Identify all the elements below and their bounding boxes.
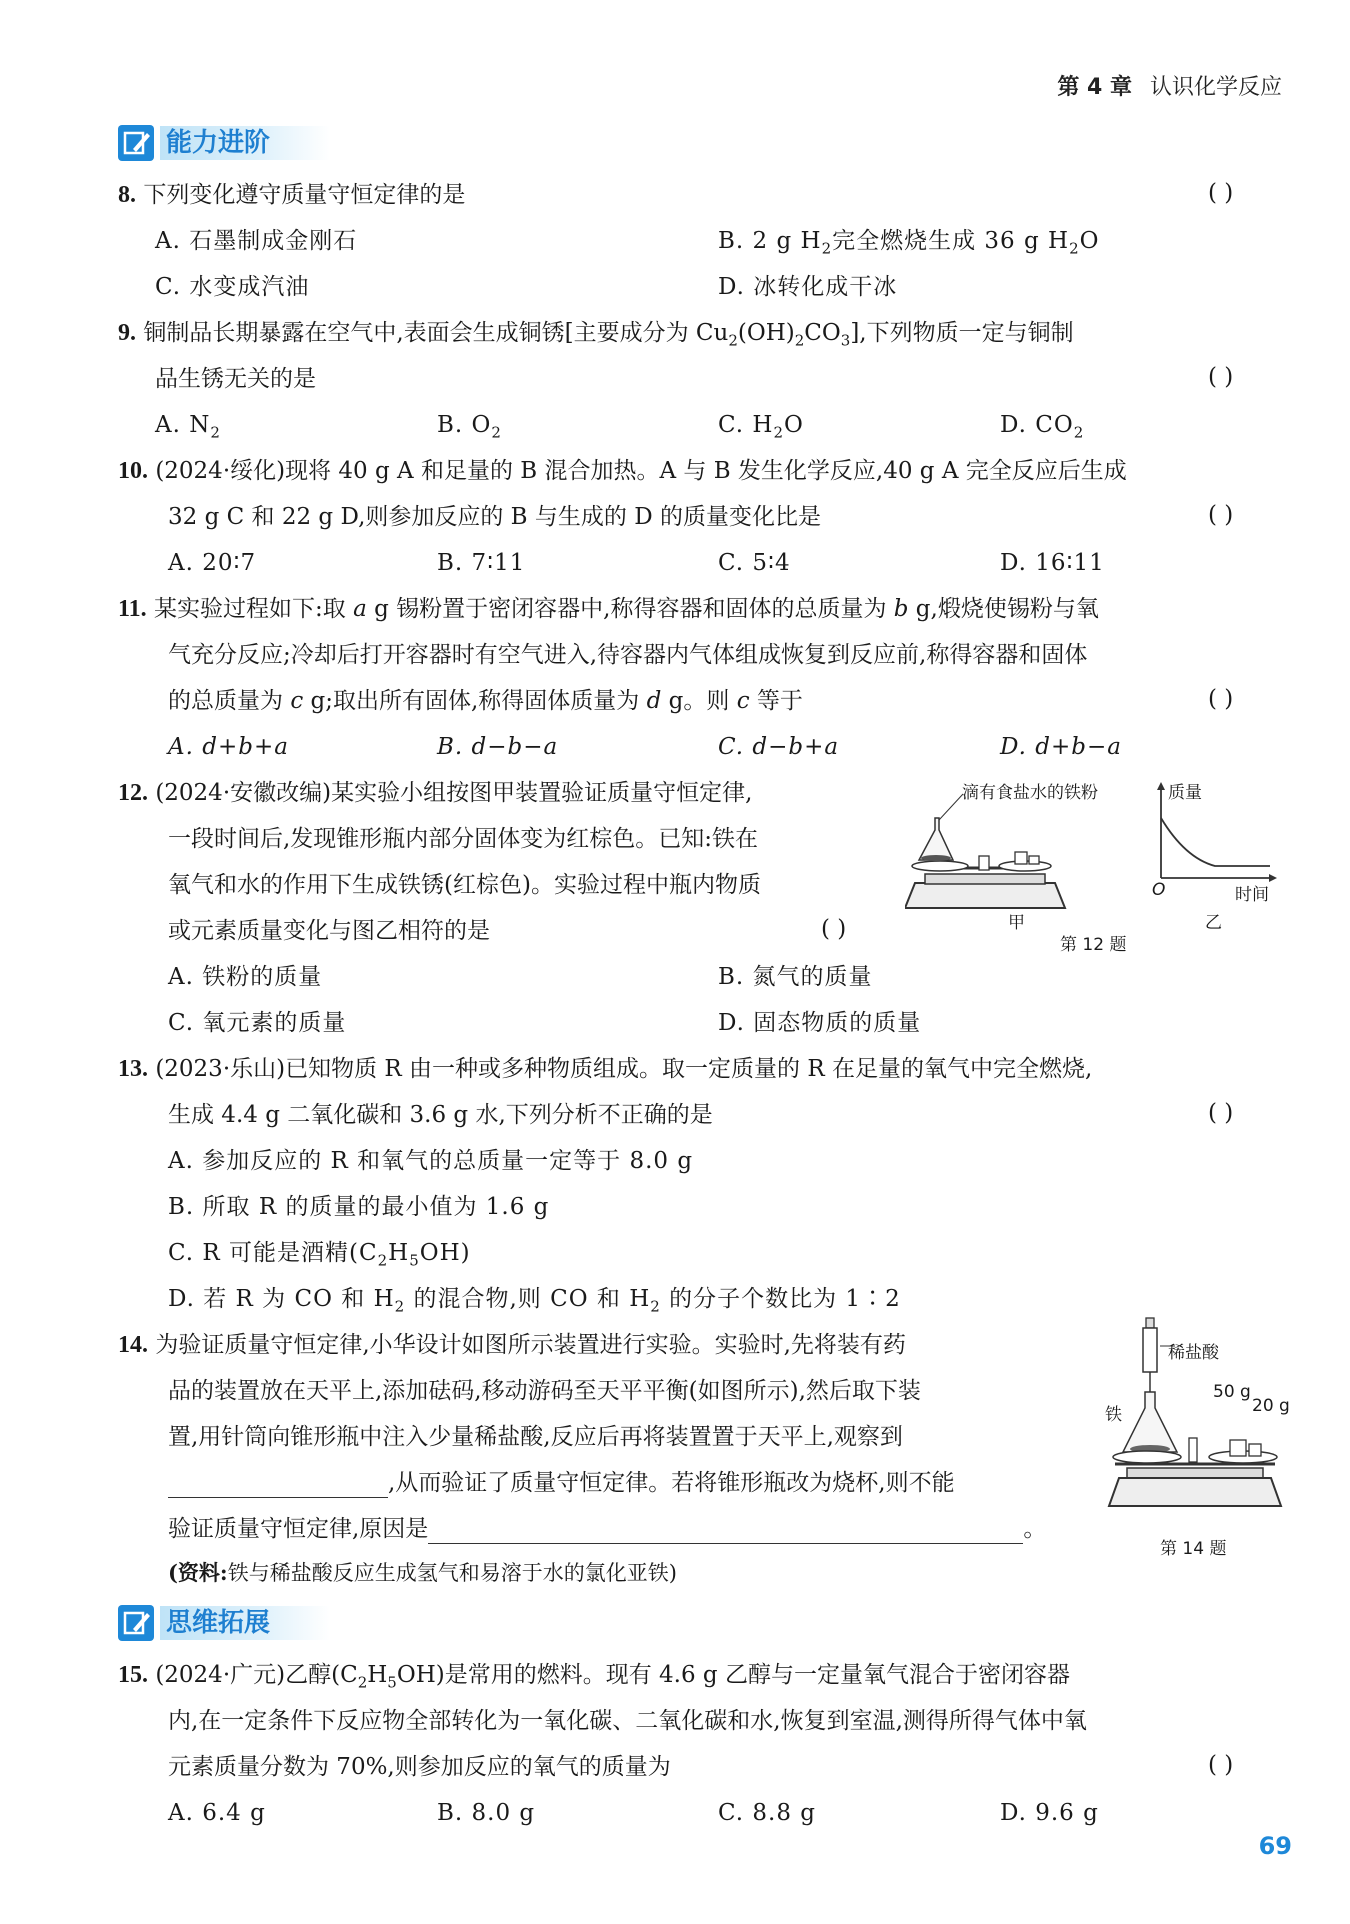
question-14-line2: 品的装置放在天平上,添加砝码,移动游码至天平平衡(如图所示),然后取下装 bbox=[168, 1378, 921, 1404]
question-12-line2: 一段时间后,发现锥形瓶内部分固体变为红棕色。已知:铁在 bbox=[168, 826, 759, 852]
question-11-line2: 气充分反应;冷却后打开容器时有空气进入,待容器内气体组成恢复到反应前,称得容器和固体 bbox=[168, 642, 1088, 668]
section-heading-thinking bbox=[118, 1602, 418, 1644]
question-14-note: (资料:铁与稀盐酸反应生成氢气和易溶于水的氯化亚铁) bbox=[168, 1560, 677, 1585]
answer-paren: ( ) bbox=[1208, 686, 1234, 712]
iron-label: 铁 bbox=[1105, 1405, 1122, 1425]
figure-yi-label: 乙 bbox=[1205, 913, 1222, 933]
question-9-stem: 9. 铜制品长期暴露在空气中,表面会生成铜锈[主要成分为 $Cu_2(OH)_2CO_3$],下列物质一定与铜制 bbox=[118, 320, 1074, 350]
section-title: 思维拓展 bbox=[160, 1606, 330, 1640]
option-d: D. $CO_2$ bbox=[1000, 412, 1085, 442]
answer-blank[interactable] bbox=[168, 1473, 388, 1498]
figure-caption: 第 12 题 bbox=[1060, 935, 1127, 955]
question-10-stem: 10. (2024·绥化)现将 40 g A 和足量的 B 混合加热。A 与 B 发生化学反应,40 g A 完全反应后生成 bbox=[118, 458, 1127, 484]
option-b: B. 7∶11 bbox=[437, 550, 526, 576]
option-b: B. 氮气的质量 bbox=[718, 964, 873, 990]
option-a: A. 20∶7 bbox=[168, 550, 257, 576]
question-14-stem: 14. 为验证质量守恒定律,小华设计如图所示装置进行实验。实验时,先将装有药 bbox=[118, 1332, 906, 1358]
option-b: B. $O_2$ bbox=[437, 412, 502, 442]
question-15-line2: 内,在一定条件下反应物全部转化为一氧化碳、二氧化碳和水,恢复到室温,测得所得气体中氧 bbox=[168, 1708, 1087, 1734]
option-a: A. 6.4 g bbox=[168, 1800, 266, 1826]
option-c: C. d−b+a bbox=[718, 734, 840, 760]
option-c: C. R 可能是酒精$(C_2H_5OH)$ bbox=[168, 1240, 471, 1270]
y-axis-label: 质量 bbox=[1168, 783, 1202, 803]
option-a: A. 石墨制成金刚石 bbox=[155, 228, 358, 254]
answer-paren: ( ) bbox=[1208, 502, 1234, 528]
option-a: A. $N_2$ bbox=[155, 412, 221, 442]
option-c: C. 8.8 g bbox=[718, 1800, 817, 1826]
question-14-line5: 验证质量守恒定律,原因是 。 bbox=[168, 1516, 1047, 1542]
figure-jia-label: 甲 bbox=[1008, 913, 1025, 933]
option-c: C. 氧元素的质量 bbox=[168, 1010, 347, 1036]
section-heading-ability bbox=[118, 122, 418, 164]
answer-blank[interactable] bbox=[428, 1519, 1023, 1544]
option-b: B. 所取 R 的质量的最小值为 1.6 g bbox=[168, 1194, 550, 1220]
option-a: A. d+b+a bbox=[168, 734, 289, 760]
option-a: A. 铁粉的质量 bbox=[168, 964, 323, 990]
option-d: D. 固态物质的质量 bbox=[718, 1010, 922, 1036]
chapter-title: 认识化学反应 bbox=[1149, 75, 1282, 100]
chapter-header bbox=[1057, 70, 1282, 101]
option-d: D. 9.6 g bbox=[1000, 1800, 1099, 1826]
option-c: C. 5∶4 bbox=[718, 550, 791, 576]
chapter-number: 第 4 章 bbox=[1057, 75, 1132, 100]
answer-paren: ( ) bbox=[1208, 1752, 1234, 1778]
question-15-stem: 15. (2024·广元)乙醇$(C_2H_5OH)$是常用的燃料。现有 4.6 g 乙醇与一定量氧气混合于密闭容器 bbox=[118, 1662, 1070, 1692]
option-d: D. d+b−a bbox=[1000, 734, 1122, 760]
figure-caption: 第 14 题 bbox=[1160, 1539, 1227, 1559]
option-b: B. 8.0 g bbox=[437, 1800, 536, 1826]
option-d: D. 16∶11 bbox=[1000, 550, 1105, 576]
question-14-line3: 置,用针筒向锥形瓶中注入少量稀盐酸,反应后再将装置置于天平上,观察到 bbox=[168, 1424, 903, 1450]
x-axis-label: 时间 bbox=[1235, 885, 1269, 905]
weight-50g: 50 g bbox=[1213, 1382, 1251, 1402]
question-12-stem: 12. (2024·安徽改编)某实验小组按图甲装置验证质量守恒定律, bbox=[118, 780, 753, 806]
graph-origin: O bbox=[1152, 880, 1166, 900]
section-title: 能力进阶 bbox=[160, 126, 330, 160]
option-a: A. 参加反应的 R 和氧气的总质量一定等于 8.0 g bbox=[168, 1148, 694, 1174]
question-12-line4: 或元素质量变化与图乙相符的是 bbox=[168, 918, 490, 944]
figure-label: 滴有食盐水的铁粉 bbox=[962, 783, 1098, 803]
question-15-line3: 元素质量分数为 70%,则参加反应的氧气的质量为 bbox=[168, 1754, 671, 1780]
option-d: D. 冰转化成干冰 bbox=[718, 274, 898, 300]
weight-20g: 20 g bbox=[1252, 1396, 1290, 1416]
pencil-icon bbox=[118, 125, 154, 161]
pencil-icon bbox=[118, 1605, 154, 1641]
acid-label: 稀盐酸 bbox=[1168, 1343, 1219, 1363]
option-b: B. 2 g $H_2$完全燃烧生成 36 g $H_2O$ bbox=[718, 228, 1100, 258]
answer-paren: ( ) bbox=[1208, 364, 1234, 390]
question-13-line2: 生成 4.4 g 二氧化碳和 3.6 g 水,下列分析不正确的是 bbox=[168, 1102, 713, 1128]
question-11-stem: 11. 某实验过程如下:取 a g 锡粉置于密闭容器中,称得容器和固体的总质量为 b g,煅烧使锡粉与氧 bbox=[118, 596, 1099, 622]
question-14-line4: ,从而验证了质量守恒定律。若将锥形瓶改为烧杯,则不能 bbox=[168, 1468, 955, 1498]
answer-paren: ( ) bbox=[821, 916, 847, 942]
page-number: 69 bbox=[1258, 1832, 1292, 1860]
question-8-stem: 8. 下列变化遵守质量守恒定律的是 bbox=[118, 182, 466, 208]
option-d: D. 若 R 为 CO 和 $H_2$ 的混合物,则 CO 和 $H_2$ 的分子个数比为 1∶2 bbox=[168, 1286, 901, 1316]
question-9-line2: 品生锈无关的是 bbox=[155, 366, 316, 392]
answer-paren: ( ) bbox=[1208, 180, 1234, 206]
question-13-stem: 13. (2023·乐山)已知物质 R 由一种或多种物质组成。取一定质量的 R 在足量的氧气中完全燃烧, bbox=[118, 1056, 1093, 1082]
option-b: B. d−b−a bbox=[437, 734, 559, 760]
question-12-line3: 氧气和水的作用下生成铁锈(红棕色)。实验过程中瓶内物质 bbox=[168, 872, 761, 898]
answer-paren: ( ) bbox=[1208, 1100, 1234, 1126]
option-c: C. $H_2O$ bbox=[718, 412, 804, 442]
option-c: C. 水变成汽油 bbox=[155, 274, 310, 300]
question-11-line3: 的总质量为 c g;取出所有固体,称得固体质量为 d g。则 c 等于 bbox=[168, 688, 803, 714]
question-10-line2: 32 g C 和 22 g D,则参加反应的 B 与生成的 D 的质量变化比是 bbox=[168, 504, 821, 530]
